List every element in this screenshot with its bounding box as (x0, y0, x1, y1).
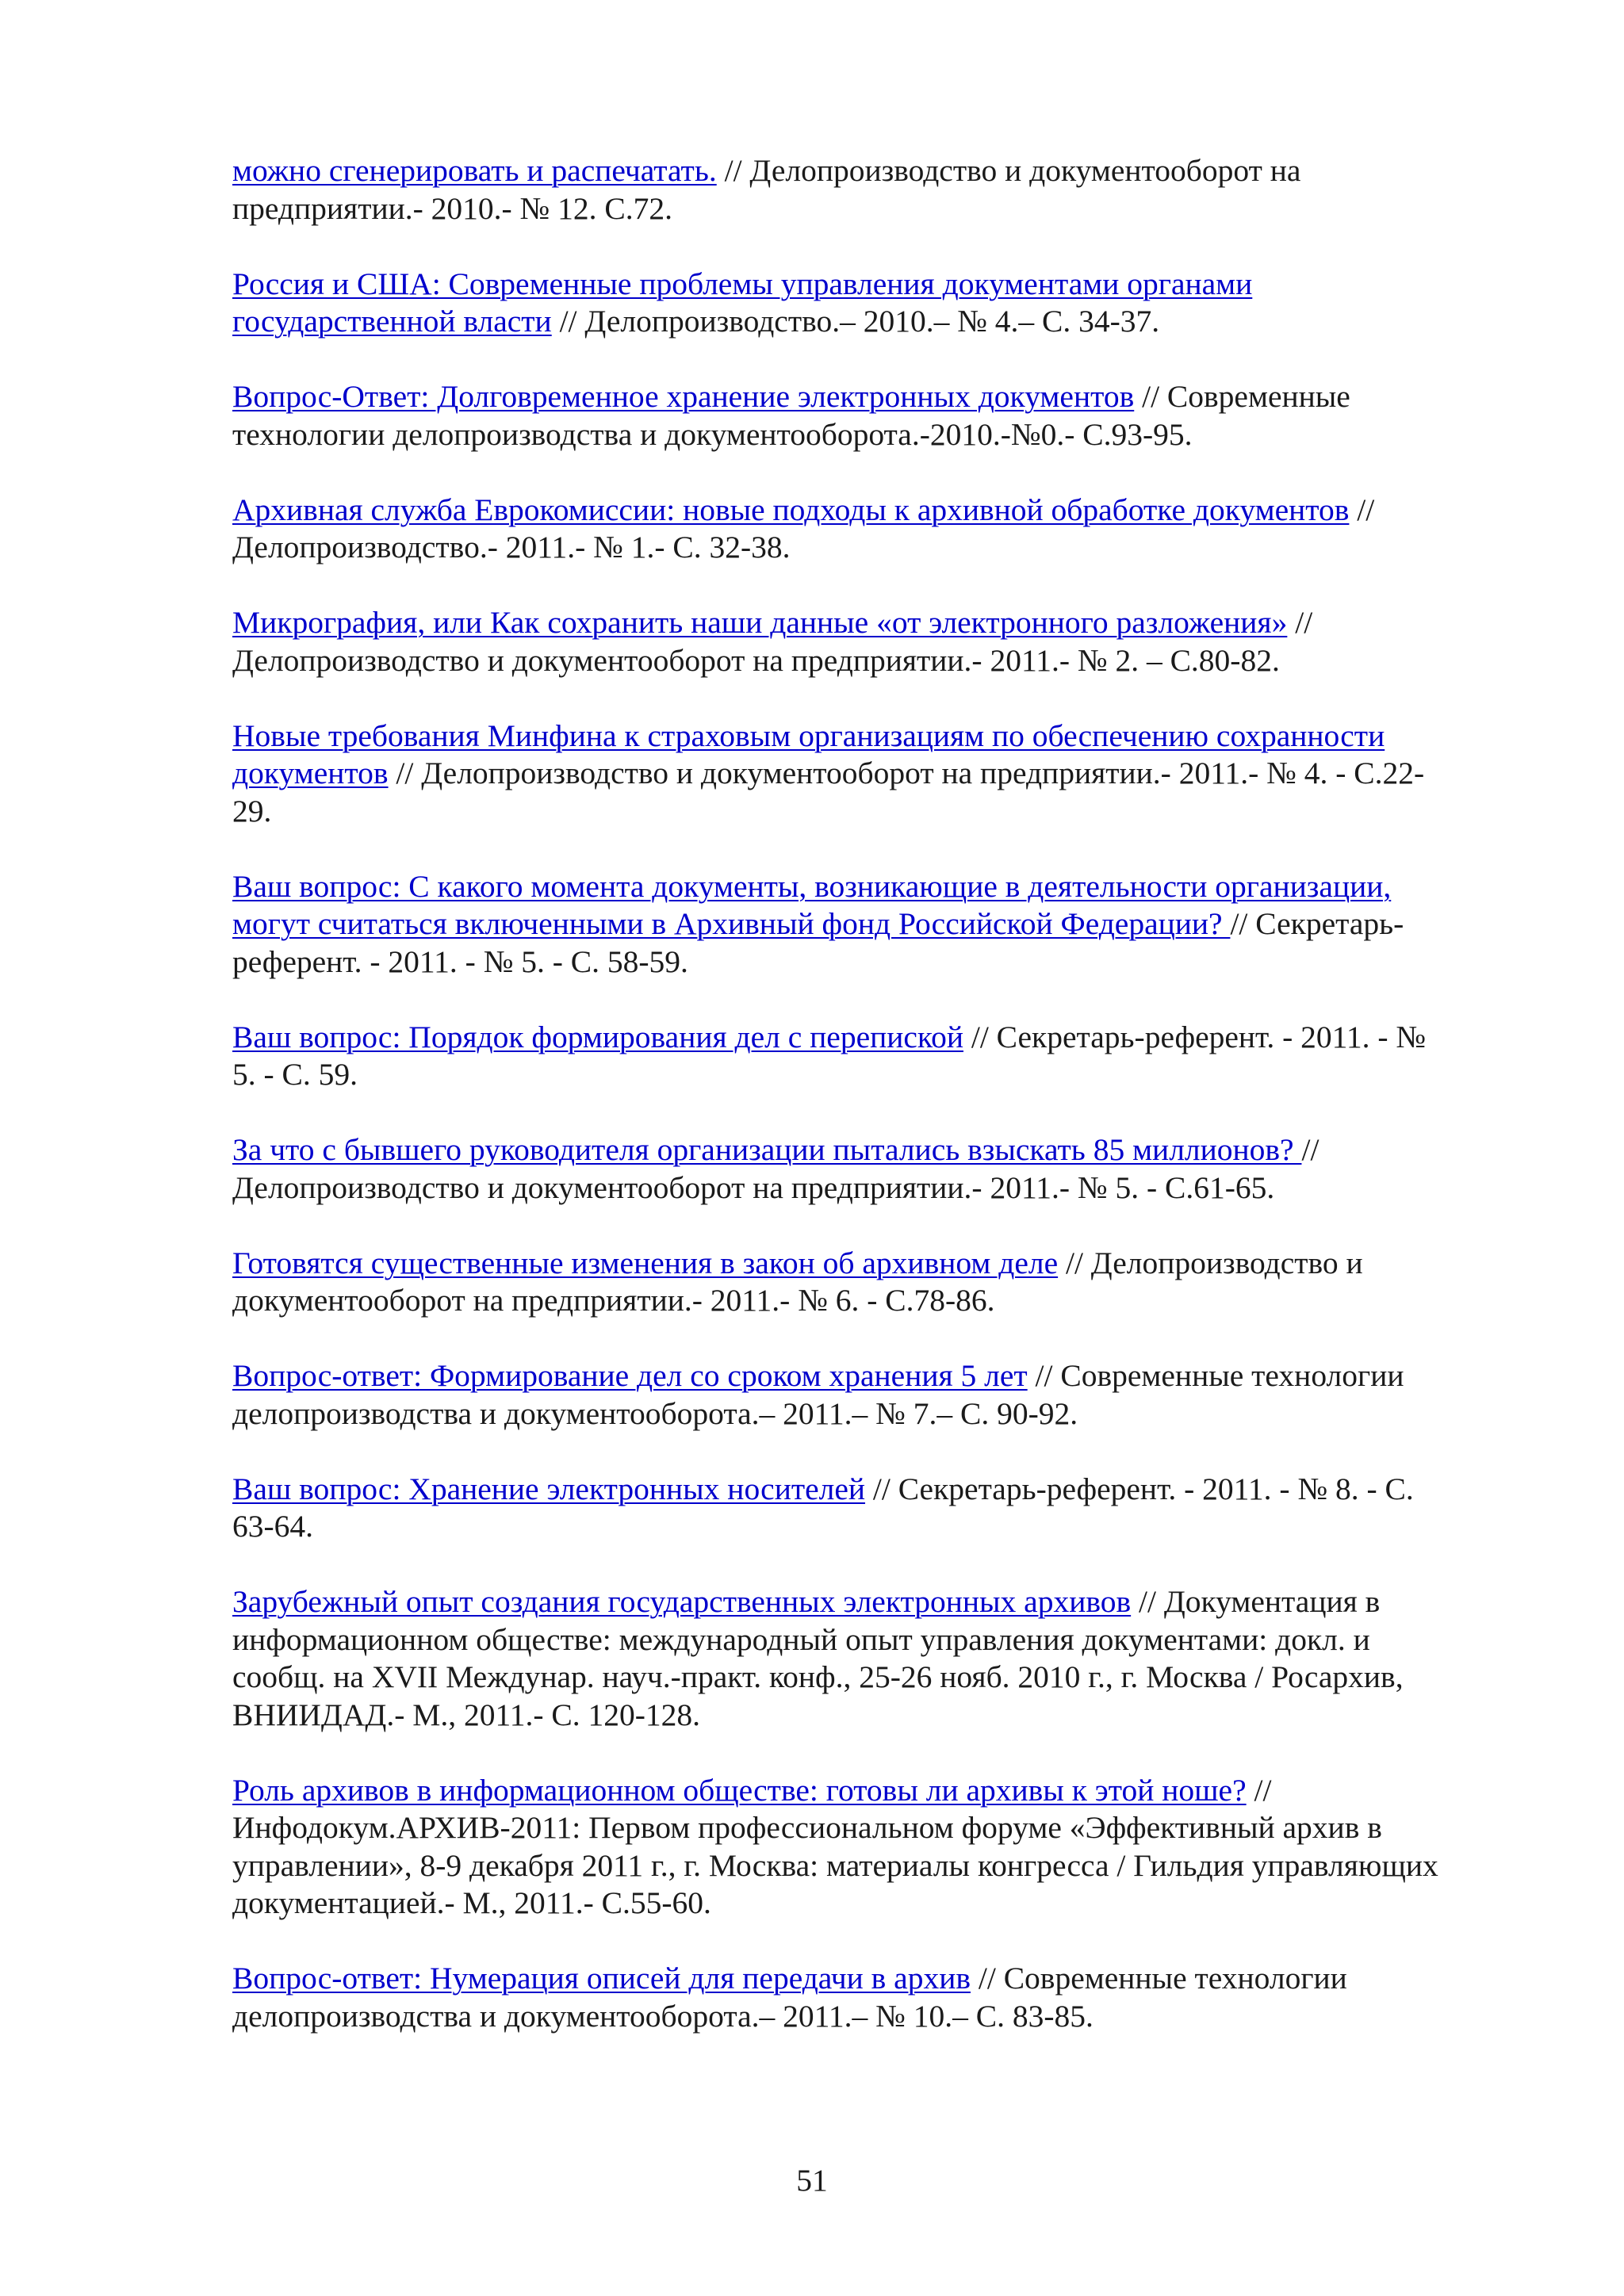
entry-line (232, 755, 1513, 793)
entry-line (232, 1659, 1513, 1697)
entry-citation-text: делопроизводства и документооборота.– 2011.– № 10.– С. 83-85. (232, 1998, 1094, 2034)
entry-line (232, 1169, 1513, 1207)
bibliography-entry (232, 1772, 1513, 1923)
entry-citation-text: // Документация в (1131, 1584, 1381, 1619)
entry-citation-text: управлении», 8-9 декабря 2011 г., г. Москва: материалы конгресса / Гильдия управляющих (232, 1847, 1438, 1883)
entry-title-link[interactable]: Ваш вопрос: Хранение электронных носителей (232, 1471, 866, 1506)
entry-citation-text: // (1246, 1772, 1272, 1808)
entry-title-link[interactable]: можно сгенерировать и распечатать. (232, 153, 717, 188)
entry-line (232, 1395, 1513, 1433)
bibliography-entry (232, 1131, 1513, 1207)
entry-title-link[interactable]: государственной власти (232, 304, 552, 339)
entry-citation-text: сообщ. на XVII Междунар. науч.-практ. конф., 25-26 нояб. 2010 г., г. Москва / Росархив, (232, 1659, 1404, 1694)
bibliography-entry (232, 1960, 1513, 2035)
entry-title-link[interactable]: Ваш вопрос: Порядок формирования дел с перепиской (232, 1019, 963, 1054)
entry-title-link[interactable]: могут считаться включенными в Архивный фонд Российской Федерации? (232, 906, 1231, 941)
entry-citation-text: // (1287, 605, 1313, 640)
entry-citation-text: 63-64. (232, 1509, 314, 1544)
page-number: 51 (796, 2163, 828, 2198)
entry-line (232, 1583, 1513, 1621)
entry-citation-text: референт. - 2011. - № 5. - С. 58-59. (232, 943, 688, 979)
entry-citation-text: // Делопроизводство и документооборот на (716, 153, 1301, 188)
entry-line (232, 266, 1513, 304)
entry-citation-text: // Современные (1134, 379, 1350, 414)
entry-line (232, 1998, 1513, 2036)
entry-line (232, 1245, 1513, 1283)
entry-citation-text: Делопроизводство.- 2011.- № 1.- С. 32-38. (232, 530, 791, 564)
bibliography-entry (232, 718, 1513, 831)
entry-line (232, 1772, 1513, 1810)
entry-citation-text: документацией.- М., 2011.- С.55-60. (232, 1885, 711, 1920)
entry-title-link[interactable]: Зарубежный опыт создания государственных электронных архивов (232, 1584, 1132, 1619)
entry-line (232, 1056, 1513, 1094)
entry-line (232, 529, 1513, 567)
entry-citation-text: 5. - С. 59. (232, 1057, 358, 1092)
entry-line (232, 1960, 1513, 1998)
entry-title-link[interactable]: Вопрос-ответ: Формирование дел со сроком хранения 5 лет (232, 1358, 1028, 1393)
entry-line (232, 492, 1513, 530)
entry-line (232, 1847, 1513, 1885)
entry-line (232, 1697, 1513, 1735)
entry-citation-text: Инфодокум.АРХИВ-2011: Первом профессиональном форуме «Эффективный архив в (232, 1810, 1382, 1845)
entry-title-link[interactable]: Ваш вопрос: С какого момента документы, возникающие в деятельности организации, (232, 868, 1392, 904)
bibliography-entry (232, 1583, 1513, 1734)
entry-line (232, 642, 1513, 680)
entry-line (232, 1357, 1513, 1395)
bibliography-entry (232, 604, 1513, 679)
entry-citation-text: // Делопроизводство и документооборот на предприятии.- 2011.- № 4. - С.22- (388, 756, 1425, 790)
entry-title-link[interactable]: Вопрос-Ответ: Долговременное хранение электронных документов (232, 379, 1135, 414)
bibliography-entry (232, 1471, 1513, 1546)
entry-line (232, 1621, 1513, 1659)
entry-line (232, 416, 1513, 454)
bibliography-entry (232, 1019, 1513, 1094)
entry-line (232, 1885, 1513, 1923)
entry-line (232, 1471, 1513, 1509)
entry-title-link[interactable]: Вопрос-ответ: Нумерация описей для передачи в архив (232, 1961, 971, 1996)
bibliography-entry (232, 1245, 1513, 1320)
entry-title-link[interactable]: Готовятся существенные изменения в закон об архивном деле (232, 1245, 1059, 1280)
entry-citation-text: Делопроизводство и документооборот на предприятии.- 2011.- № 5. - С.61-65. (232, 1169, 1275, 1205)
entry-line (232, 378, 1513, 416)
entry-line (232, 1019, 1513, 1057)
entry-citation-text: // Секретарь- (1230, 906, 1404, 941)
entry-title-link[interactable]: Россия и США: Современные проблемы управления документами органами (232, 266, 1253, 301)
entry-line (232, 1282, 1513, 1320)
entry-citation-text: делопроизводства и документооборота.– 2011.– № 7.– С. 90-92. (232, 1395, 1078, 1431)
entry-title-link[interactable]: Роль архивов в информационном обществе: готовы ли архивы к этой ноше? (232, 1772, 1247, 1808)
bibliography-list (232, 152, 1513, 2073)
entry-citation-text: // Секретарь-референт. - 2011. - № (963, 1019, 1427, 1054)
entry-citation-text: // Делопроизводство.– 2010.– № 4.– С. 34-37. (551, 304, 1160, 339)
entry-citation-text: предприятии.- 2010.- № 12. С.72. (232, 190, 672, 226)
entry-title-link[interactable]: Микрография, или Как сохранить наши данные «от электронного разложения» (232, 605, 1288, 640)
entry-citation-text: документооборот на предприятии.- 2011.- № 6. - С.78-86. (232, 1283, 995, 1318)
entry-citation-text: // (1301, 1132, 1320, 1167)
bibliography-entry (232, 152, 1513, 228)
entry-line (232, 604, 1513, 642)
entry-citation-text: информационном обществе: международный опыт управления документами: докл. и (232, 1621, 1370, 1657)
bibliography-entry (232, 266, 1513, 341)
entry-title-link[interactable]: документов (232, 756, 389, 790)
bibliography-entry (232, 378, 1513, 453)
entry-citation-text: // Современные технологии (971, 1961, 1347, 1996)
entry-line (232, 190, 1513, 228)
entry-citation-text: // Современные технологии (1027, 1358, 1404, 1393)
entry-line (232, 793, 1513, 831)
entry-line (232, 1508, 1513, 1546)
entry-citation-text: 29. (232, 793, 272, 828)
entry-line (232, 718, 1513, 756)
entry-line (232, 152, 1513, 190)
entry-citation-text: // (1349, 492, 1375, 527)
bibliography-entry (232, 868, 1513, 982)
entry-line (232, 1809, 1513, 1847)
entry-title-link[interactable]: За что с бывшего руководителя организации пытались взыскать 85 миллионов? (232, 1132, 1302, 1167)
entry-citation-text: // Секретарь-референт. - 2011. - № 8. - С. (865, 1471, 1414, 1506)
bibliography-entry (232, 1357, 1513, 1433)
entry-line (232, 303, 1513, 341)
entry-citation-text: ВНИИДАД.- М., 2011.- С. 120-128. (232, 1697, 701, 1732)
entry-citation-text: технологии делопроизводства и документооборота.-2010.-№0.- С.93-95. (232, 416, 1193, 452)
entry-line (232, 905, 1513, 943)
entry-title-link[interactable]: Архивная служба Еврокомиссии: новые подходы к архивной обработке документов (232, 492, 1350, 527)
entry-line (232, 943, 1513, 982)
entry-line (232, 1131, 1513, 1169)
entry-title-link[interactable]: Новые требования Минфина к страховым организациям по обеспечению сохранности (232, 718, 1385, 753)
entry-line (232, 868, 1513, 906)
entry-citation-text: // Делопроизводство и (1058, 1245, 1363, 1280)
bibliography-entry (232, 492, 1513, 567)
entry-citation-text: Делопроизводство и документооборот на предприятии.- 2011.- № 2. – С.80-82. (232, 642, 1280, 678)
